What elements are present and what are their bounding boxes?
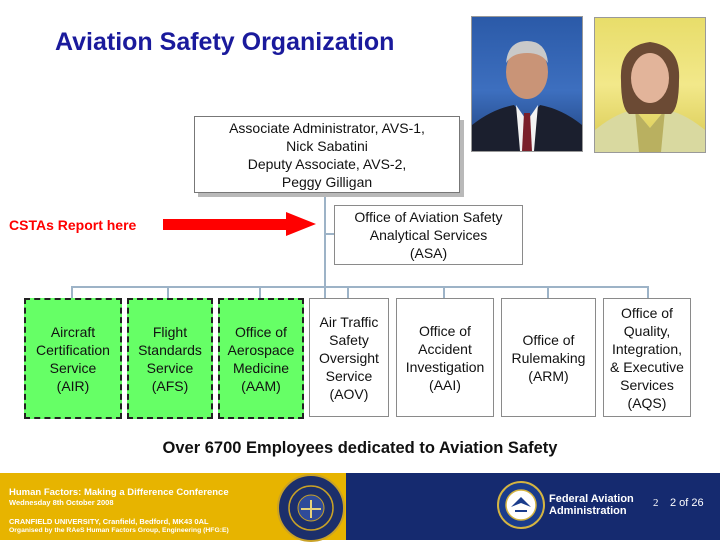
footer-conference-title: Human Factors: Making a Difference Conference bbox=[9, 487, 229, 498]
page-indicator: 2 of 26 bbox=[670, 497, 704, 509]
org-box-aam bbox=[218, 298, 304, 419]
org-box-label: Flight Standards Service (AFS) bbox=[138, 323, 202, 394]
portrait-photo-sabatini bbox=[471, 16, 583, 152]
org-box-label: Office of Aerospace Medicine (AAM) bbox=[227, 323, 295, 394]
cstas-label: CSTAs Report here bbox=[9, 217, 137, 233]
org-box-label: Office of Quality, Integration, & Executive Services (AQS) bbox=[610, 304, 684, 411]
org-box-associate-administrator bbox=[194, 116, 460, 193]
org-box-label: Office of Accident Investigation (AAI) bbox=[405, 322, 485, 393]
org-box-label: Office of Rulemaking (ARM) bbox=[511, 331, 586, 384]
connector-drop bbox=[167, 286, 169, 298]
org-box-label: Office of Aviation Safety Analytical Services (ASA) bbox=[354, 209, 503, 261]
arrow-head-icon bbox=[286, 212, 316, 236]
org-box-aai bbox=[396, 298, 494, 417]
footer-organiser: Organised by the RAeS Human Factors Group, Engineering (HFG:E) bbox=[9, 527, 229, 534]
connector-asa bbox=[324, 233, 334, 235]
connector-drop bbox=[647, 286, 649, 298]
footer-date: Wednesday 8th October 2008 bbox=[9, 498, 114, 507]
slide-title: Aviation Safety Organization bbox=[55, 28, 395, 56]
connector-drop bbox=[71, 286, 73, 298]
faa-seal-icon bbox=[497, 481, 545, 529]
org-box-air bbox=[24, 298, 122, 419]
org-box-afs bbox=[127, 298, 213, 419]
org-box-aov bbox=[309, 298, 389, 417]
arrow-right-icon bbox=[163, 219, 288, 230]
connector-drop bbox=[547, 286, 549, 298]
portrait-photo-gilligan bbox=[594, 17, 706, 153]
connector-vertical-main bbox=[324, 191, 326, 298]
org-box-label: Air Traffic Safety Oversight Service (AOV) bbox=[319, 313, 379, 402]
connector-drop bbox=[259, 286, 261, 298]
employees-caption: Over 6700 Employees dedicated to Aviation Safety bbox=[162, 439, 558, 457]
org-box-arm bbox=[501, 298, 596, 417]
footer-faa-name: Federal Aviation Administration bbox=[549, 493, 634, 517]
org-box-aqs bbox=[603, 298, 691, 417]
footer-location: CRANFIELD UNIVERSITY, Cranfield, Bedford, MK43 0AL bbox=[9, 517, 209, 526]
slide-number: 2 bbox=[653, 497, 659, 509]
org-box-label: Associate Administrator, AVS-1, Nick Sabatini Deputy Associate, AVS-2, Peggy Gilligan bbox=[229, 119, 425, 190]
connector-drop bbox=[443, 286, 445, 298]
connector-horizontal bbox=[71, 286, 649, 288]
connector-drop bbox=[347, 286, 349, 298]
royal-aeronautical-society-seal-icon bbox=[277, 474, 345, 542]
org-box-label: Aircraft Certification Service (AIR) bbox=[36, 323, 110, 394]
org-box-asa bbox=[334, 205, 523, 265]
